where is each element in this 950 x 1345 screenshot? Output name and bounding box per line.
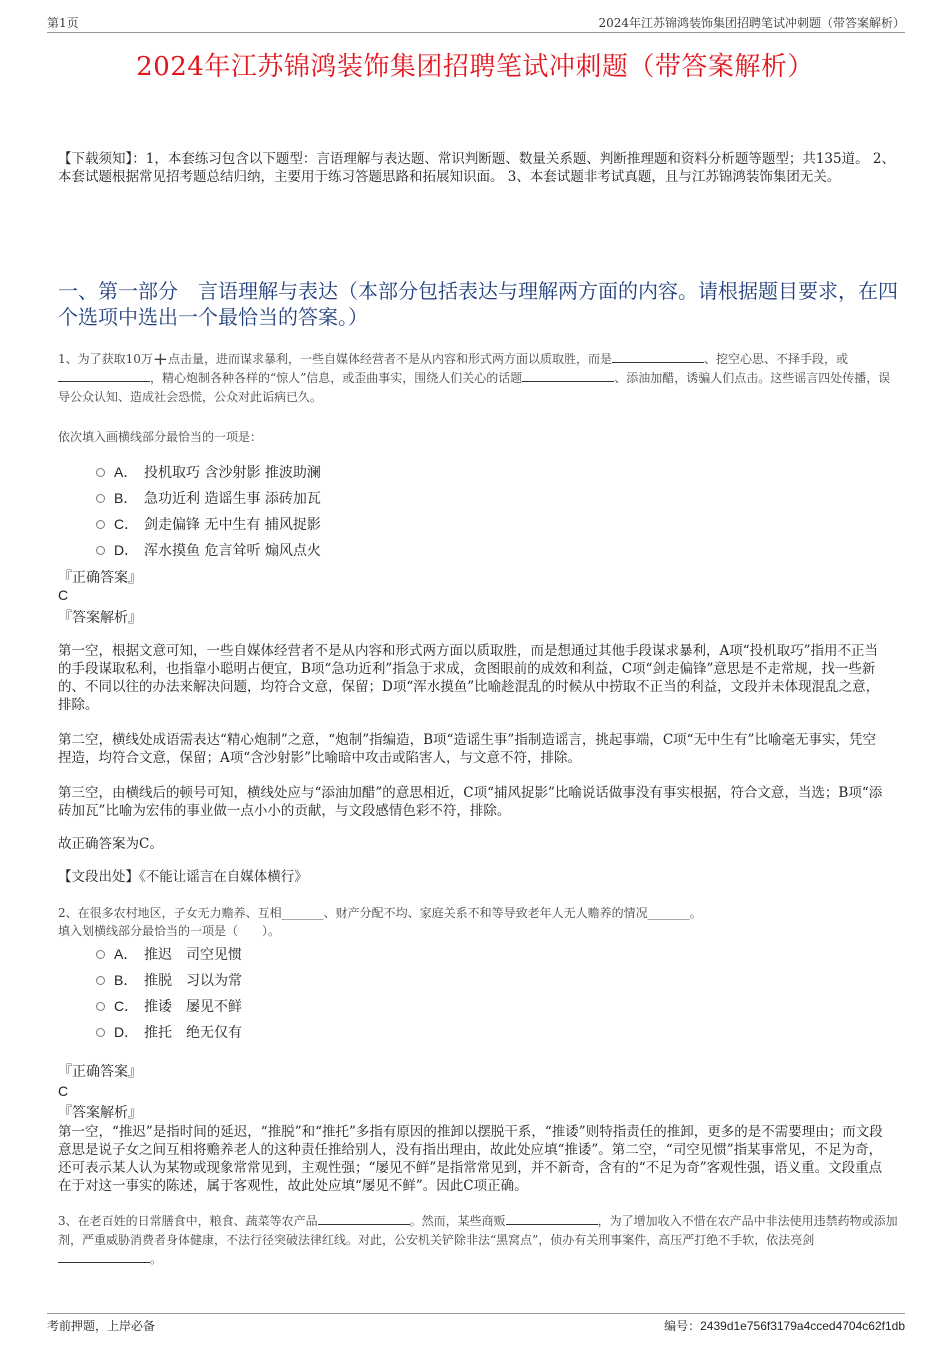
question-3-stem: 3、在老百姓的日常膳食中，粮食、蔬菜等农产品 。然而，某些商贩 ，为了增加收入不惜在农产品中非法使用违禁药物或添加剂，严重威胁消费者身体健康，不法行径突破法律红线。对此，公安机关铲除非法“黑窝点”，侦办有关刑事案件，高压严打绝不手软，依法亮剑。 [58,1214,898,1266]
analysis-label: 『答案解析』 [58,610,142,626]
analysis-paragraph: 第一空，“推迟”是指时间的延迟，“推脱”和“推托”多指有原因的推卸以摆脱干系，“推诿”则特指责任的推卸，更多的是不需要理由；而文段意思是说子女之间互相将赡养老人的这种责任推给别人，没有指出理由，故此处应填“推诿”。第二空，“司空见惯”指某事常见，不足为奇，还可表示某人认为某物或现象常常见到，主观性强；“屡见不鲜”是指常常见到，并不新奇，含有的“不足为奇”客观性强，语义重。文段重点在于对这一事实的陈述，属于客观性，故此处应填“屡见不鲜”。因此C项正确。 [58,1124,883,1194]
footer-slogan: 考前押题，上岸必备 [47,1319,156,1333]
option-c[interactable]: C． 推诿 屡见不鲜 [96,993,242,1019]
radio-icon[interactable] [96,1002,105,1011]
answer-label: 『正确答案』 [58,570,142,586]
option-b[interactable]: B． 推脱 习以为常 [96,967,242,993]
option-b[interactable]: B． 急功近利 造谣生事 添砖加瓦 [96,485,321,511]
blank [522,370,614,382]
blank [58,1251,150,1263]
analysis-conclusion: 故正确答案为C。 [58,836,163,852]
option-d[interactable]: D． 浑水摸鱼 危言耸听 煽风点火 [96,537,321,563]
blank [58,370,150,382]
correct-answer: C [58,587,69,603]
question-1-options [96,459,321,563]
radio-icon[interactable] [96,494,105,503]
analysis-paragraph: 第一空，根据文意可知，一些自媒体经营者不是从内容和形式两方面以质取胜，而是想通过其他手段谋求暴利，A项“投机取巧”指用不正当的手段谋取私利，也指靠小聪明占便宜，B项“急功近利”指急于求成，贪图眼前的成效和利益，C项“剑走偏锋”意思是不走常规，找一些新的、不同以往的办法来解决问题，均符合文意，保留；D项“浑水摸鱼”比喻趁混乱的时候从中捞取不正当的利益，文段并未体现混乱之意，排除。 [58,643,880,713]
plus-sign: + [152,349,168,370]
question-1-stem: 1、为了获取10万+点击量，进而谋求暴利，一些自媒体经营者不是从内容和形式两方面以质取胜，而是 、挖空心思、不择手段，或，精心炮制各种各样的“惊人”信息，或歪曲事实，围绕人们关心的话题 、添油加醋，诱骗人们点击。这些谣言四处传播，误导公众认知、造成社会恐慌，公众对此诟病已久。 [58,349,891,404]
radio-icon[interactable] [96,950,105,959]
question-1-prompt: 依次填入画横线部分最恰当的一项是： [58,430,263,444]
option-a[interactable]: A． 投机取巧 含沙射影 推波助澜 [96,459,321,485]
question-2-options [96,941,242,1045]
option-a[interactable]: A． 推迟 司空见惯 [96,941,242,967]
blank [318,1213,410,1225]
document-code: 编号：2439d1e756f3179a4cced4704c62f1db [664,1319,905,1333]
radio-icon[interactable] [96,520,105,529]
radio-icon[interactable] [96,976,105,985]
question-2-stem: 2、在很多农村地区，子女无力赡养、互相_______、财产分配不均、家庭关系不和等导致老年人无人赡养的情况_______。 [58,906,702,920]
download-notice: 【下载须知】：1，本套练习包含以下题型：言语理解与表达题、常识判断题、数量关系题、判断推理题和资料分析题等题型；共135道。 2、本套试题根据常见招考题总结归纳，主要用于练习答题思路和拓展知识面。 3、本套试题非考试真题，且与江苏锦鸿装饰集团无关。 [58,151,895,185]
analysis-label: 『答案解析』 [58,1105,142,1121]
page-number: 第1页 [47,16,79,30]
page-footer [47,1313,905,1334]
option-c[interactable]: C． 剑走偏锋 无中生有 捕风捉影 [96,511,321,537]
blank [612,351,704,363]
question-2-prompt: 填入划横线部分最恰当的一项是（ ）。 [58,924,281,938]
radio-icon[interactable] [96,1028,105,1037]
correct-answer: C [58,1083,69,1099]
option-d[interactable]: D． 推托 绝无仅有 [96,1019,242,1045]
radio-icon[interactable] [96,468,105,477]
page-header [47,14,905,33]
radio-icon[interactable] [96,546,105,555]
analysis-paragraph: 第二空，横线处成语需表达“精心炮制”之意，“炮制”指编造，B项“造谣生事”指制造谣言，挑起事端，C项“无中生有”比喻毫无事实，凭空捏造，均符合文意，保留；A项“含沙射影”比喻暗中攻击或陷害人，与文意不符，排除。 [58,732,876,766]
header-doc-title: 2024年江苏锦鸿装饰集团招聘笔试冲刺题（带答案解析） [598,16,905,30]
analysis-paragraph: 第三空，由横线后的顿号可知，横线处应与“添油加醋”的意思相近，C项“捕风捉影”比喻说话做事没有事实根据，符合文意，当选；B项“添砖加瓦”比喻为宏伟的事业做一点小小的贡献，与文段感情色彩不符，排除。 [58,785,883,819]
blank [506,1213,598,1225]
document-title: 2024年江苏锦鸿装饰集团招聘笔试冲刺题（带答案解析） [136,52,814,82]
answer-label: 『正确答案』 [58,1064,142,1080]
source-citation: 【文段出处】《不能让谣言在自媒体横行》 [58,869,308,885]
section-heading: 一、第一部分 言语理解与表达（本部分包括表达与理解两方面的内容。请根据题目要求，在四个选项中选出一个最恰当的答案。） [58,279,898,329]
